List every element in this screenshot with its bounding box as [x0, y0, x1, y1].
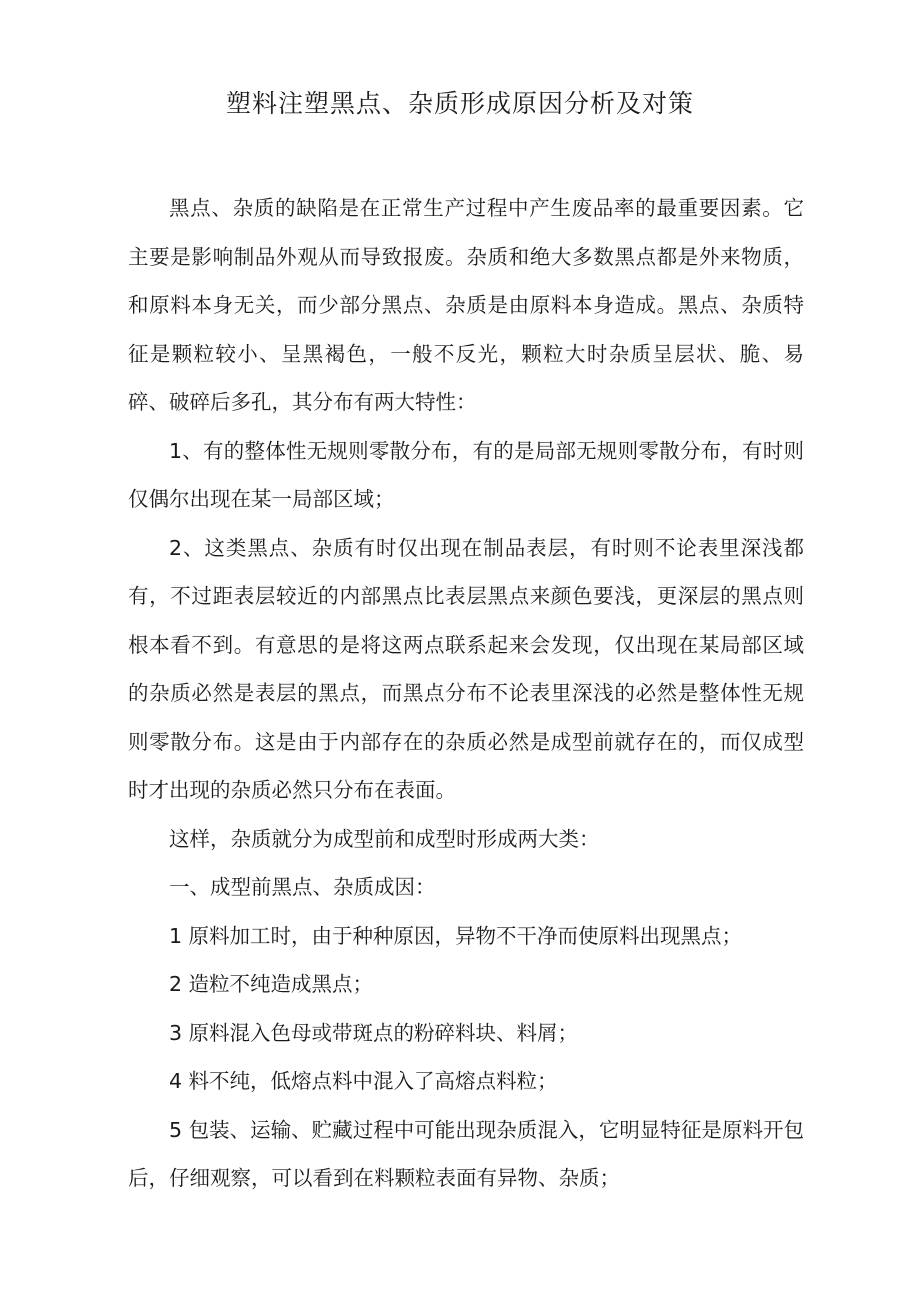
list-item-cause-4: 4 料不纯，低熔点料中混入了高熔点料粒； — [169, 1069, 558, 1093]
paragraph-point-2: 2、这类黑点、杂质有时仅出现在制品表层，有时则不论表里深浅都有，不过距表层较近的内部黑点比表层黑点来颜色要浅，更深层的黑点则根本看不到。有意思的是将这两点联系起来会发现，仅出现在某局部区域的杂质必然是表层的黑点，而黑点分布不论表里深浅的必然是整体性无规则零散分布。这是由于内部存在的杂质必然是成型前就存在的，而仅成型时才出现的杂质必然只分布在表面。 — [128, 535, 804, 802]
list-item-cause-1: 1 原料加工时，由于种种原因，异物不干净而使原料出现黑点； — [169, 923, 743, 948]
list-item-cause-5: 5 包装、运输、贮藏过程中可能出现杂质混入，它明显特征是原料开包后，仔细观察，可以看到在料颗粒表面有异物、杂质； — [128, 1117, 804, 1190]
section-heading-pre-molding: 一、成型前黑点、杂质成因： — [169, 875, 436, 899]
list-item-cause-3: 3 原料混入色母或带斑点的粉碎料块、料屑； — [169, 1020, 579, 1045]
document-title: 塑料注塑黑点、杂质形成原因分析及对策 — [225, 89, 694, 118]
list-item-cause-2: 2 造粒不纯造成黑点； — [169, 972, 374, 996]
paragraph-intro: 黑点、杂质的缺陷是在正常生产过程中产生废品率的最重要因素。它主要是影响制品外观从而导致报废。杂质和绝大多数黑点都是外来物质，和原料本身无关，而少部分黑点、杂质是由原料本身造成。黑点、杂质特征是颗粒较小、呈黑褐色，一般不反光，颗粒大时杂质呈层状、脆、易碎、破碎后多孔，其分布有两大特性： — [128, 196, 804, 414]
document-body — [128, 184, 804, 1203]
paragraph-categories: 这样，杂质就分为成型前和成型时形成两大类： — [169, 826, 600, 851]
paragraph-point-1: 1、有的整体性无规则零散分布，有的是局部无规则零散分布，有时则仅偶尔出现在某一局部区域； — [128, 438, 804, 511]
